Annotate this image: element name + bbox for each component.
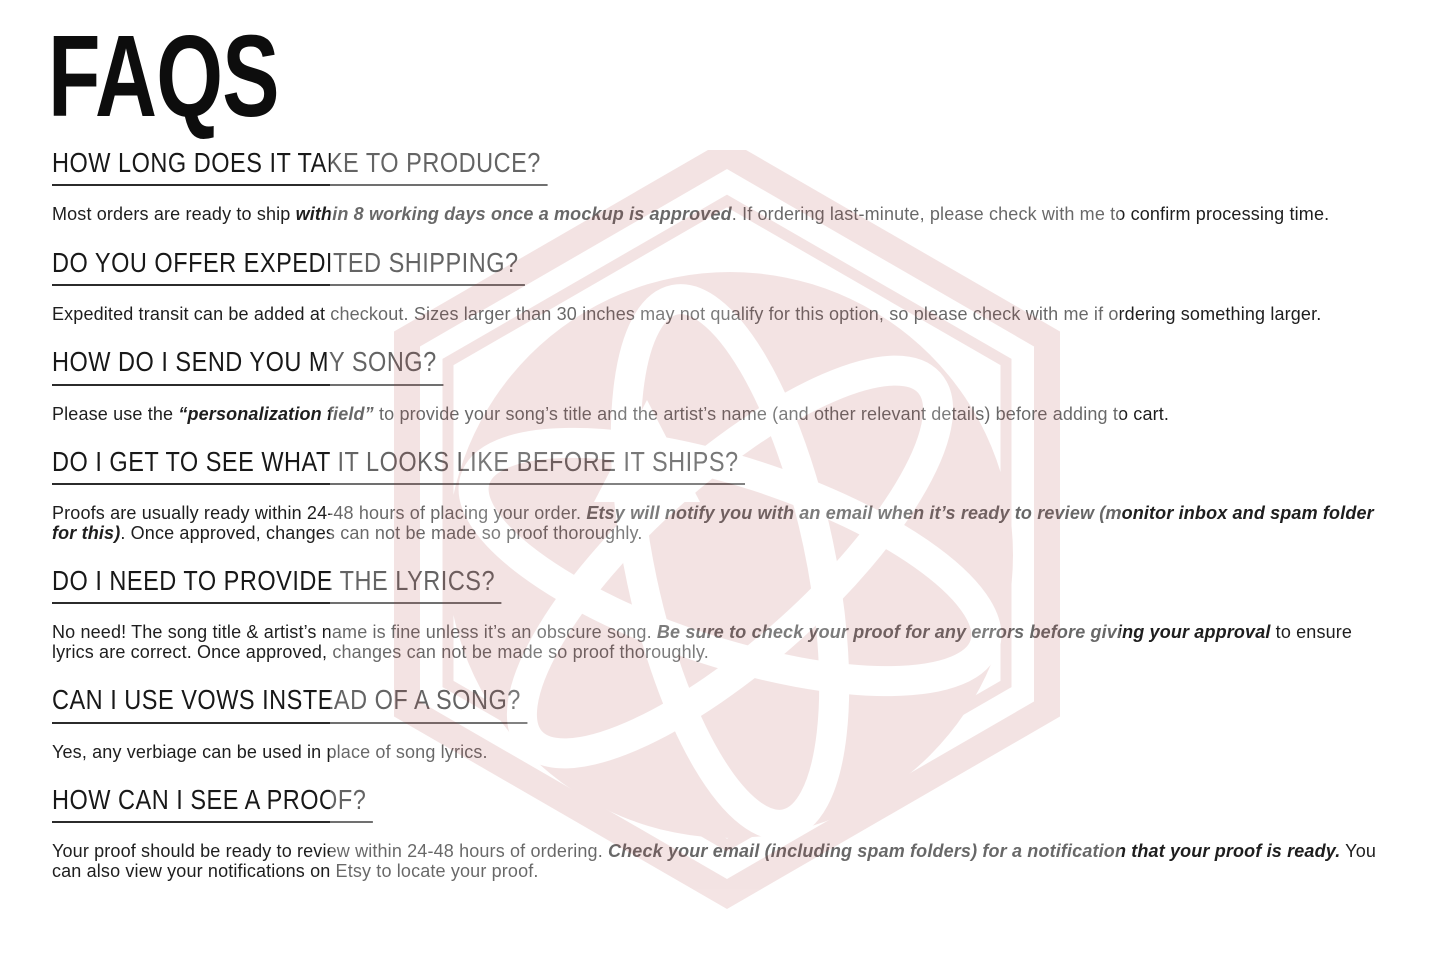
faq-section [52,446,1397,543]
faq-question-heading: CAN I USE VOWS INSTEAD OF A SONG? [52,684,528,723]
faq-question-heading: DO YOU OFFER EXPEDITED SHIPPING? [52,247,525,286]
faq-section [52,247,1397,325]
faq-section [52,684,1397,762]
faq-answer-text: Expedited transit can be added at checkout. Sizes larger than 30 inches may not qualify for this option, so please check with me if ordering something larger. [52,303,1322,324]
faq-answer-text: Yes, any verbiage can be used in place of song lyrics. [52,741,488,762]
faq-answer-text: Most orders are ready to ship within 8 working days once a mockup is approved. If ordering last-minute, please check with me to confirm processing time. [52,204,1330,225]
faq-section [52,565,1397,662]
faq-list [52,147,1397,881]
faq-question-heading: DO I NEED TO PROVIDE THE LYRICS? [52,565,502,604]
faq-content [48,0,1397,903]
faq-section [52,346,1397,424]
faq-section [52,784,1397,881]
faq-question-heading: HOW CAN I SEE A PROOF? [52,784,373,823]
page-title: FAQS [48,11,279,141]
faq-answer-text: Proofs are usually ready within 24-48 hours of placing your order. Etsy will notify you with an email when it’s ready to review (monitor inbox and spam folder for this). Once approved, changes can not be made so proof thoroughly. [52,503,1374,543]
faq-answer-text: Please use the “personalization field” to provide your song’s title and the artist’s name (and other relevant details) before adding to cart. [52,403,1170,424]
faq-section [52,147,1397,225]
faq-question-heading: HOW LONG DOES IT TAKE TO PRODUCE? [52,147,548,186]
faq-question-heading: DO I GET TO SEE WHAT IT LOOKS LIKE BEFORE IT SHIPS? [52,446,745,485]
faq-answer-text: No need! The song title & artist’s name is fine unless it’s an obscure song. Be sure to check your proof for any errors before giving your approval to ensure lyrics are correct. Once approved, changes can not be made so proof thoroughly. [52,622,1353,662]
faq-answer-text: Your proof should be ready to review within 24-48 hours of ordering. Check your email (including spam folders) for a notification that your proof is ready. You can also view your notifications on Etsy to locate your proof. [52,841,1377,881]
faq-question-heading: HOW DO I SEND YOU MY SONG? [52,346,443,385]
